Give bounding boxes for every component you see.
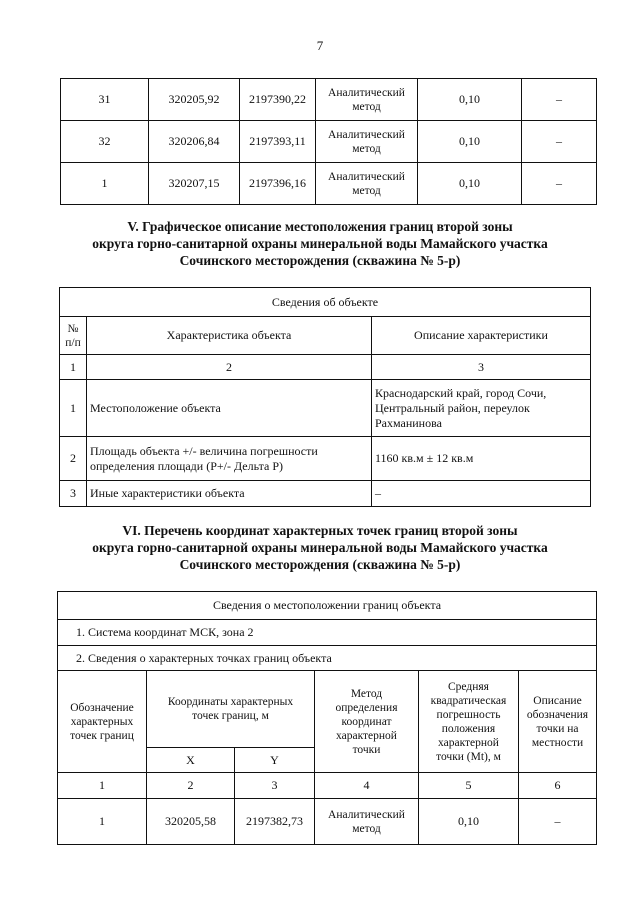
point-description-header (519, 671, 597, 773)
row-number-cell: 3 (60, 481, 87, 507)
method-line: метод (352, 822, 381, 835)
error-cell: 0,10 (419, 799, 519, 845)
header-line: координат (341, 715, 392, 728)
description-cell (372, 380, 591, 437)
header-line: характерной (438, 736, 499, 749)
boundary-info-title: Сведения о местоположении границ объекта (58, 592, 597, 620)
header-line: обозначения (526, 708, 589, 721)
description-line: – (375, 486, 381, 500)
header-line: местности (531, 736, 584, 749)
method-cell (316, 121, 418, 163)
error-header (419, 671, 519, 773)
index-cell: 3 (372, 355, 591, 380)
y-coordinate-cell: 2197382,73 (235, 799, 315, 845)
header-line: погрешность (436, 708, 501, 721)
header-line: Средняя (448, 680, 489, 693)
method-cell (316, 163, 418, 205)
characteristic-line: определения площади (Р+/- Дельта Р) (90, 458, 284, 473)
index-cell: 3 (235, 773, 315, 799)
index-cell: 5 (419, 773, 519, 799)
method-cell (315, 799, 419, 845)
table-row (61, 163, 597, 205)
row-number-cell: 1 (60, 380, 87, 437)
method-cell (316, 79, 418, 121)
table-row (60, 437, 591, 481)
description-cell: – (522, 163, 597, 205)
point-number-cell: 32 (61, 121, 149, 163)
method-line: метод (352, 184, 381, 197)
description-line: Центральный район, переулок (375, 400, 530, 415)
y-coordinate-cell: 2197396,16 (240, 163, 316, 205)
characteristic-cell (87, 380, 372, 437)
y-coordinate-cell: 2197390,22 (240, 79, 316, 121)
index-cell: 4 (315, 773, 419, 799)
header-line: точек границ (70, 729, 134, 742)
point-number-cell: 1 (61, 163, 149, 205)
header-line: Координаты характерных (167, 696, 294, 708)
header-line: определения (335, 701, 398, 714)
coordinates-table-continuation (60, 78, 597, 205)
header-line: точки (352, 743, 381, 756)
col-characteristic-header: Характеристика объекта (87, 317, 372, 355)
characteristic-line: Площадь объекта +/- величина погрешности (90, 443, 318, 458)
header-line: точек границ, м (192, 710, 269, 722)
object-info-title: Сведения об объекте (60, 288, 591, 317)
description-line: Рахманинова (375, 415, 442, 430)
characteristic-cell (87, 481, 372, 507)
point-number-cell: 31 (61, 79, 149, 121)
method-line: Аналитический (328, 86, 405, 99)
index-cell: 1 (58, 773, 147, 799)
heading-line: Сочинского месторождения (скважина № 5-р) (179, 253, 461, 268)
error-cell: 0,10 (418, 79, 522, 121)
section-5-heading (0, 218, 640, 269)
error-cell: 0,10 (418, 121, 522, 163)
error-cell: 0,10 (418, 163, 522, 205)
header-line: Описание (533, 694, 582, 707)
table-row (61, 121, 597, 163)
header-line: характерных (70, 715, 134, 728)
header-line: Обозначение (70, 701, 134, 714)
description-cell (372, 437, 591, 481)
heading-line: V. Графическое описание местоположения границ второй зоны (127, 219, 513, 234)
x-coordinate-cell: 320206,84 (149, 121, 240, 163)
col-description-header: Описание характеристики (372, 317, 591, 355)
table-row (58, 799, 597, 845)
index-cell: 1 (60, 355, 87, 380)
table-row (60, 380, 591, 437)
table-row (60, 481, 591, 507)
description-line: Краснодарский край, город Сочи, (375, 385, 547, 400)
object-info-table (59, 287, 591, 507)
section-6-heading (0, 522, 640, 573)
x-coordinate-cell: 320205,92 (149, 79, 240, 121)
characteristic-line: Местоположение объекта (90, 400, 221, 415)
header-line: положения (441, 722, 496, 735)
y-header: Y (235, 748, 315, 773)
index-cell: 6 (519, 773, 597, 799)
index-cell: 2 (87, 355, 372, 380)
characteristic-cell (87, 437, 372, 481)
method-line: Аналитический (328, 128, 405, 141)
description-line: 1160 кв.м ± 12 кв.м (375, 451, 474, 465)
description-cell: – (522, 121, 597, 163)
method-line: Аналитический (328, 170, 405, 183)
page-number: 7 (316, 38, 324, 53)
heading-line: округа горно-санитарной охраны минеральной воды Мамайского участка (92, 540, 548, 555)
row-number-cell: 2 (60, 437, 87, 481)
x-header: X (147, 748, 235, 773)
characteristic-line: Иные характеристики объекта (90, 486, 245, 500)
points-info-row: 2. Сведения о характерных точках границ объекта (58, 646, 597, 671)
x-coordinate-cell: 320207,15 (149, 163, 240, 205)
y-coordinate-cell: 2197393,11 (240, 121, 316, 163)
description-cell: – (519, 799, 597, 845)
description-cell (372, 481, 591, 507)
heading-line: Сочинского месторождения (скважина № 5-р) (179, 557, 461, 572)
table-row (61, 79, 597, 121)
header-line: точки на (536, 722, 579, 735)
header-line: Метод (350, 687, 383, 700)
boundary-points-table (57, 591, 597, 845)
heading-line: округа горно-санитарной охраны минеральной воды Мамайского участка (92, 236, 548, 251)
heading-line: VI. Перечень координат характерных точек границ второй зоны (122, 523, 518, 538)
method-line: Аналитический (328, 808, 405, 821)
header-line: точки (Mt), м (436, 750, 501, 763)
coordinates-header (147, 671, 315, 748)
col-number-header: № п/п (60, 317, 87, 355)
method-line: метод (352, 100, 381, 113)
method-header (315, 671, 419, 773)
index-cell: 2 (147, 773, 235, 799)
point-number-cell: 1 (58, 799, 147, 845)
header-line: характерной (336, 729, 397, 742)
point-label-header (58, 671, 147, 773)
header-line: квадратическая (430, 694, 507, 707)
x-coordinate-cell: 320205,58 (147, 799, 235, 845)
description-cell: – (522, 79, 597, 121)
coordinate-system-row: 1. Система координат МСК, зона 2 (58, 620, 597, 646)
method-line: метод (352, 142, 381, 155)
